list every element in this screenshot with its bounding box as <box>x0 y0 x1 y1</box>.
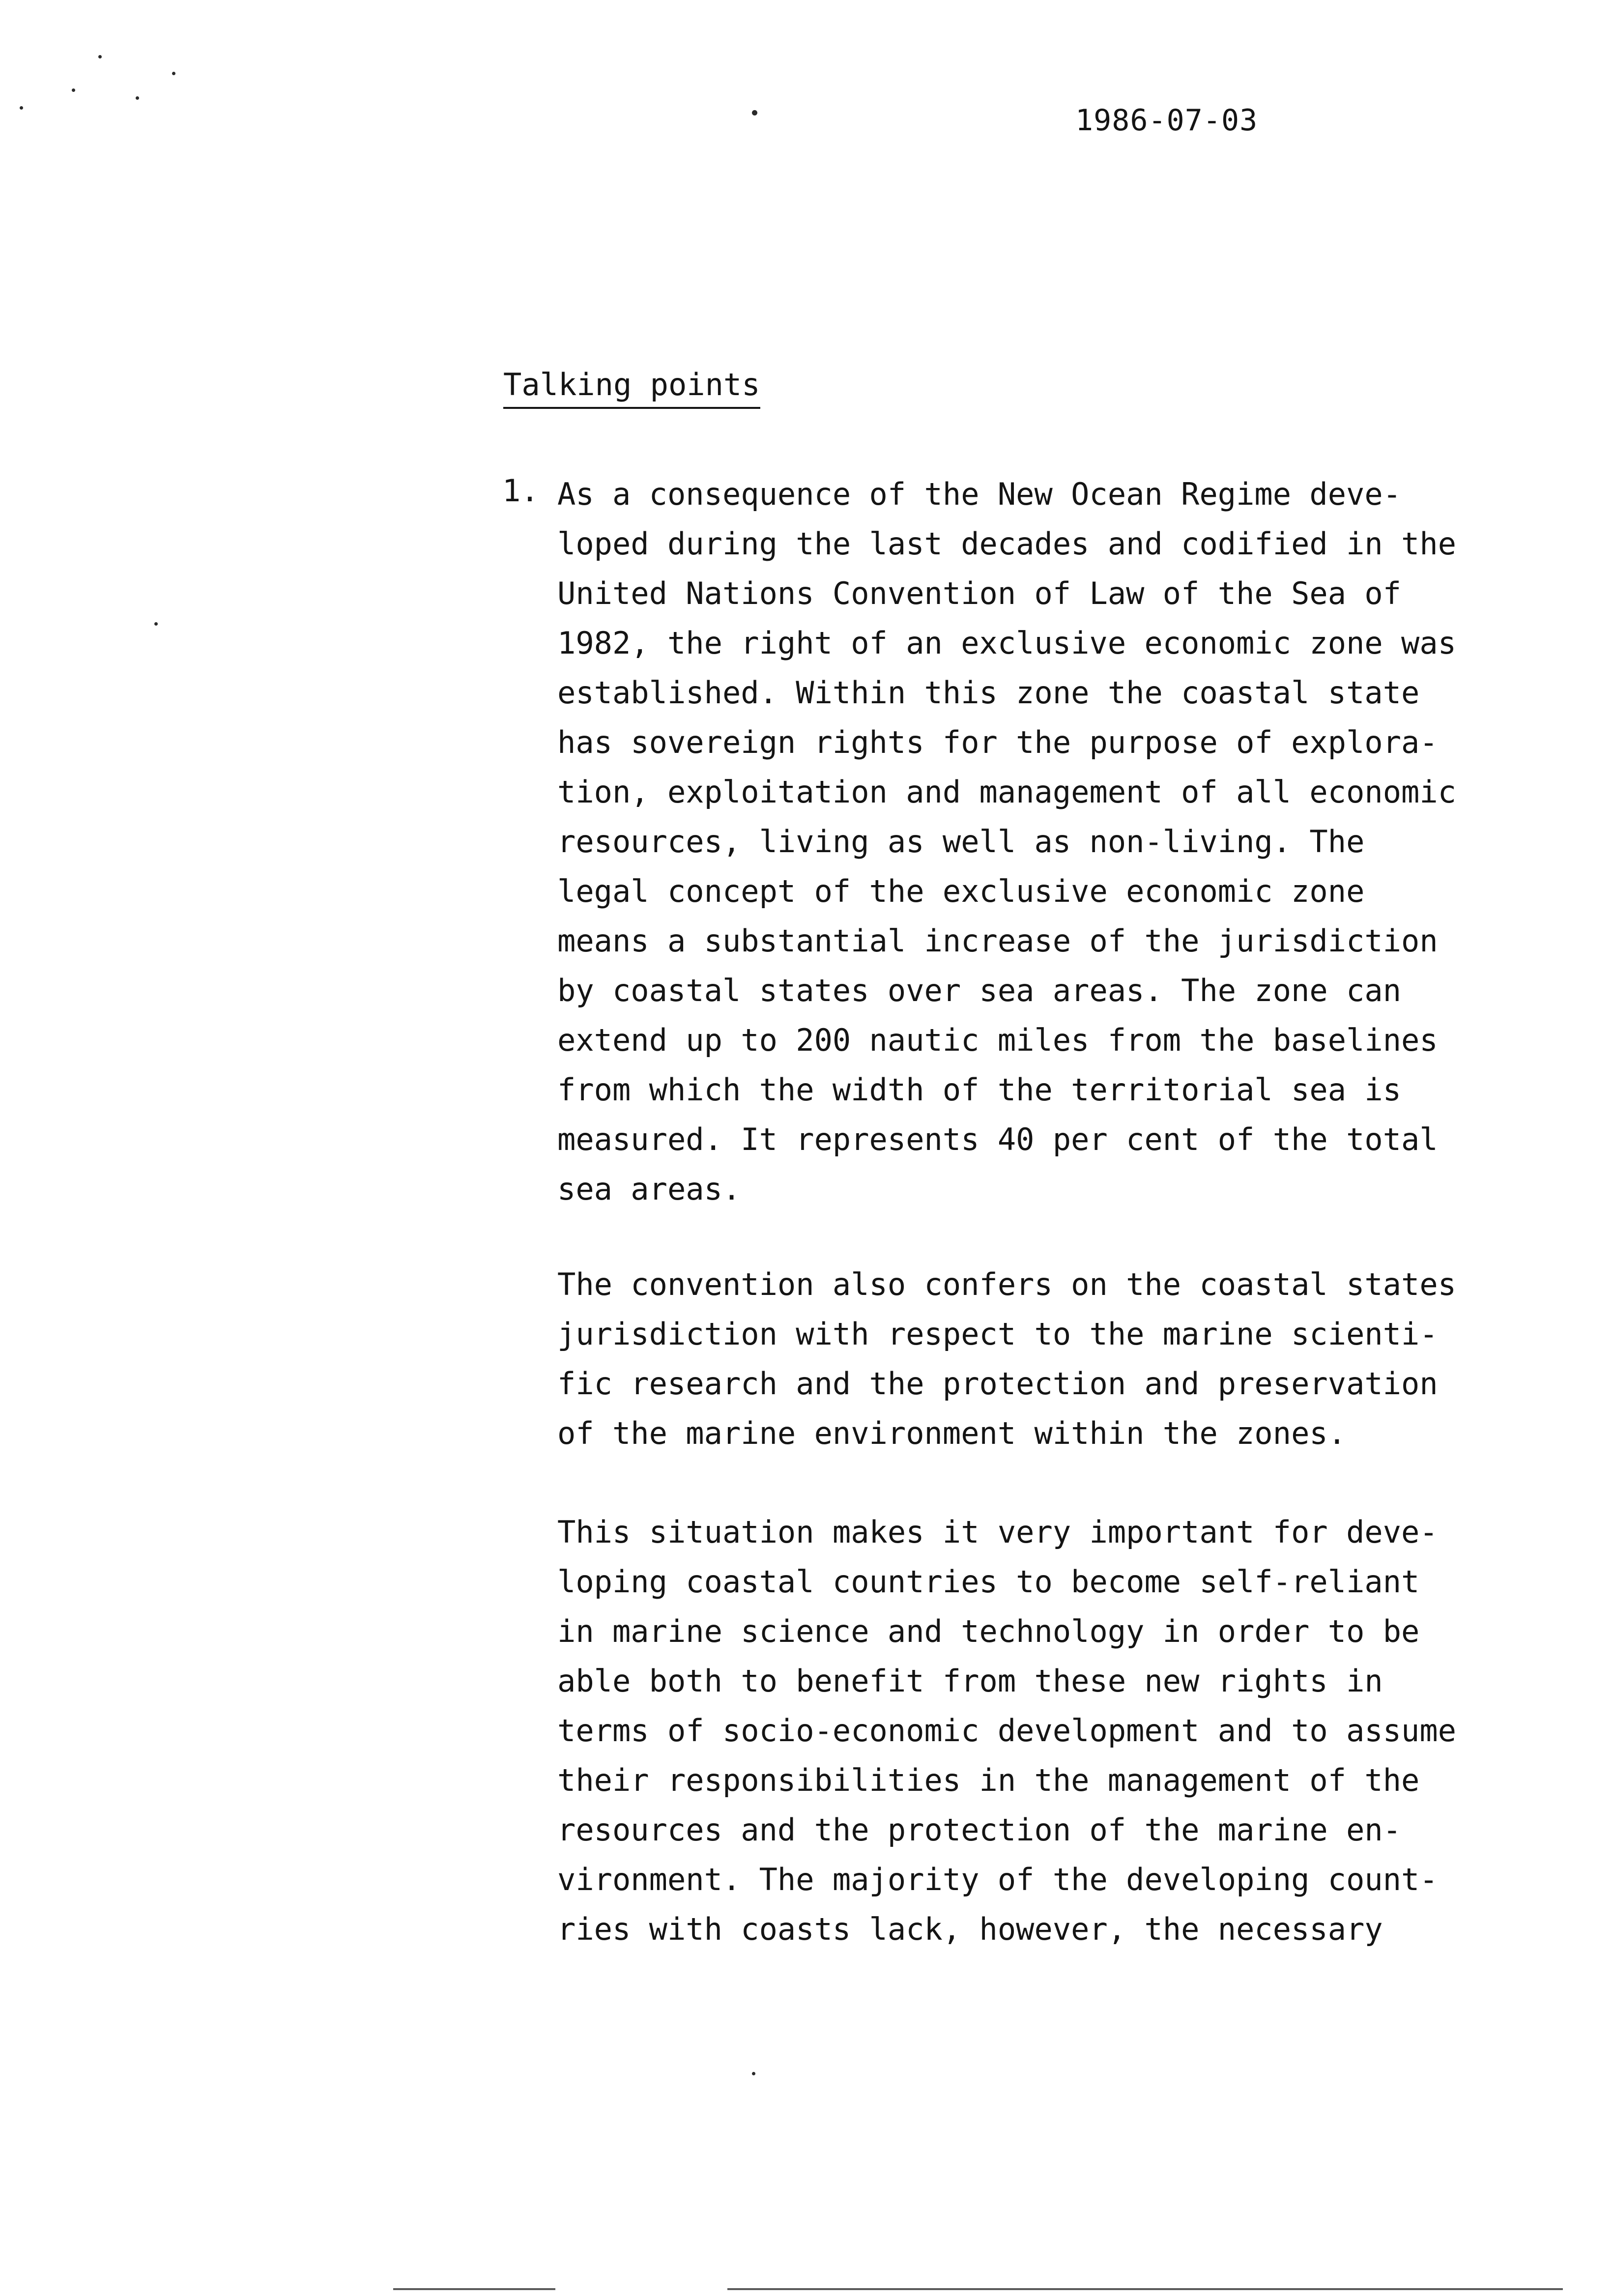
scan-edge-line <box>393 2288 555 2290</box>
text-line: measured. It represents 40 per cent of the total <box>557 1121 1438 1157</box>
scan-speck <box>136 96 139 100</box>
scan-speck <box>172 72 175 75</box>
text-line: of the marine environment within the zones. <box>557 1415 1347 1451</box>
text-line: This situation makes it very important for deve- <box>557 1514 1438 1550</box>
text-line: The convention also confers on the coastal states <box>557 1266 1457 1302</box>
scan-speck <box>752 110 757 115</box>
text-line: their responsibilities in the management of the <box>557 1762 1420 1798</box>
text-line: means a substantial increase of the jurisdiction <box>557 923 1438 959</box>
text-line: extend up to 200 nautic miles from the baselines <box>557 1022 1438 1058</box>
text-line: sea areas. <box>557 1171 741 1207</box>
scan-speck <box>98 55 102 58</box>
text-line: from which the width of the territorial sea is <box>557 1072 1402 1108</box>
document-date: 1986-07-03 <box>1075 103 1258 138</box>
scan-speck <box>752 2072 755 2075</box>
scan-speck <box>154 622 158 626</box>
text-line: jurisdiction with respect to the marine scienti- <box>557 1316 1438 1352</box>
text-line: in marine science and technology in order to be <box>557 1613 1420 1649</box>
text-line: As a consequence of the New Ocean Regime deve- <box>557 476 1402 512</box>
text-line: fic research and the protection and preservation <box>557 1366 1438 1402</box>
text-line: 1982, the right of an exclusive economic zone was <box>557 625 1457 661</box>
paragraph-developing-countries <box>557 1507 1545 1954</box>
text-line: loping coastal countries to become self-reliant <box>557 1564 1420 1600</box>
text-line: by coastal states over sea areas. The zone can <box>557 973 1402 1008</box>
paragraph-convention-jurisdiction <box>557 1260 1545 1458</box>
list-item-number: 1. <box>502 473 539 509</box>
text-line: terms of socio-economic development and to assume <box>557 1713 1457 1749</box>
section-heading: Talking points <box>503 370 760 409</box>
text-line: tion, exploitation and management of all economic <box>557 774 1457 810</box>
text-line: resources and the protection of the marine en- <box>557 1812 1402 1848</box>
text-line: ries with coasts lack, however, the necessary <box>557 1911 1383 1947</box>
text-line: vironment. The majority of the developing count- <box>557 1862 1438 1897</box>
text-line: legal concept of the exclusive economic zone <box>557 873 1365 909</box>
scan-speck <box>20 106 23 110</box>
scan-edge-line <box>727 2288 1563 2290</box>
text-line: has sovereign rights for the purpose of explora- <box>557 724 1438 760</box>
paragraph-exclusive-economic-zone <box>557 469 1545 1214</box>
text-line: resources, living as well as non-living. The <box>557 824 1365 860</box>
text-line: able both to benefit from these new rights in <box>557 1663 1383 1699</box>
text-line: United Nations Convention of Law of the Sea of <box>557 575 1402 611</box>
scan-speck <box>72 88 75 92</box>
text-line: established. Within this zone the coastal state <box>557 675 1420 711</box>
text-line: loped during the last decades and codified in the <box>557 526 1457 562</box>
